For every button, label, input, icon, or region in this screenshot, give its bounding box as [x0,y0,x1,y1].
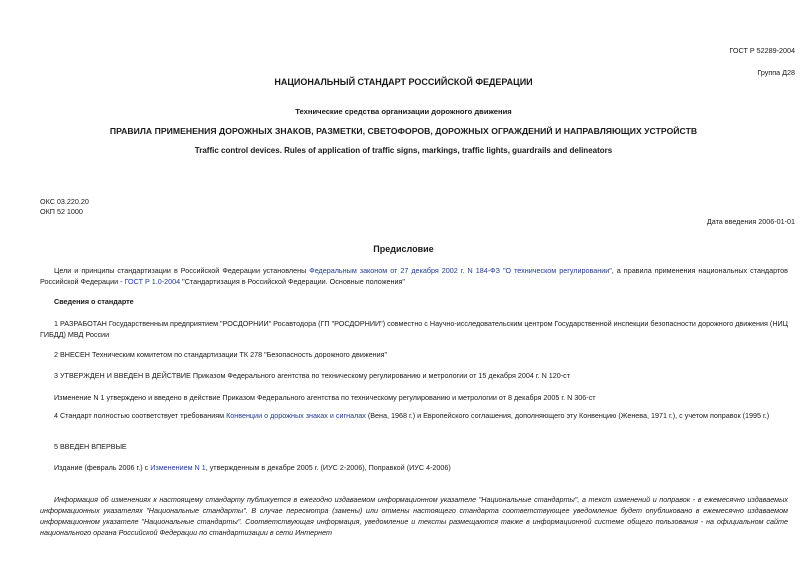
english-title: Traffic control devices. Rules of application of traffic signs, markings, traffic lights, guardrails and delineators [194,146,613,155]
about-item-developed: 1 РАЗРАБОТАН Государственным предприятием "РОСДОРНИИ" Росавтодора (ГП "РОСДОРНИИ") совместно с Научно-исследовательским центром Государственной инспекции безопасности дорожного движения (НИЦ ГИБДД) МВД России [40,319,788,339]
okp-code: ОКП 52 1000 [40,207,83,216]
convention-link[interactable]: Конвенции о дорожных знаках и сигналах [226,411,366,420]
information-notice: Информация об изменениях к настоящему стандарту публикуется в ежегодно издаваемом информационном указателе "Национальные стандарты", а текст изменений и поправок - в ежемесячно издаваемых информационных указателях "Национальные стандарты". В случае пересмотра (замены) или отмены настоящего стандарта соответствующее уведомление будет опубликовано в ежемесячно издаваемом информационном указателе "Национальные стандарты". Соответствующая информация, уведомление и тексты размещаются также в информационной системе общего пользования - на официальном сайте национального органа Российской Федерации по стандартизации в сети Интернет [40,495,788,537]
intro-date: Дата введения 2006-01-01 [706,217,795,226]
federal-law-link[interactable]: Федеральным законом от 27 декабря 2002 г. N 184-ФЗ "О техническом регулировании" [309,266,612,275]
document-subtitle: Технические средства организации дорожного движения [295,107,512,116]
about-item-submitted: 2 ВНЕСЕН Техническим комитетом по стандартизации ТК 278 "Безопасность дорожного движения" [54,350,388,359]
about-item-approved: 3 УТВЕРЖДЕН И ВВЕДЕН В ДЕЙСТВИЕ Приказом Федерального агентства по техническому регулированию и метрологии от 15 декабря 2004 г. N 120-ст [54,371,571,380]
change-1-link[interactable]: Изменением N 1 [150,463,206,472]
about-item-first-introduced: 5 ВВЕДЕН ВПЕРВЫЕ [54,442,127,451]
group-code: Группа Д28 [757,68,795,77]
about-item-compliance: 4 Стандарт полностью соответствует требованиям Конвенции о дорожных знаках и сигналах (Вена, 1968 г.) и Европейского соглашения, дополняющего эту Конвенцию (Женева, 1971 г.), с учетом поправок (1995 г.) [54,411,770,420]
gost-number: ГОСТ Р 52289-2004 [729,46,795,55]
edition-info: Издание (февраль 2006 г.) с Изменением N 1, утвержденным в декабре 2005 г. (ИУС 2-2006), Поправкой (ИУС 4-2006) [54,463,451,472]
document-main-title: ПРАВИЛА ПРИМЕНЕНИЯ ДОРОЖНЫХ ЗНАКОВ, РАЗМЕТКИ, СВЕТОФОРОВ, ДОРОЖНЫХ ОГРАЖДЕНИЙ И НАПРАВЛЯЮЩИХ УСТРОЙСТВ [109,126,698,136]
gost-r-1-0-link[interactable]: ГОСТ Р 1.0-2004 [124,277,181,286]
oks-code: ОКС 03.220.20 [40,197,89,206]
national-standard-title: НАЦИОНАЛЬНЫЙ СТАНДАРТ РОССИЙСКОЙ ФЕДЕРАЦИИ [274,77,533,87]
about-standard-heading: Сведения о стандарте [54,297,134,306]
preface-heading: Предисловие [373,244,434,254]
change-1-approval: Изменение N 1 утверждено и введено в действие Приказом Федерального агентства по техническому регулированию и метрологии от 8 декабря 2005 г. N 306-ст [54,393,596,402]
preface-paragraph: Цели и принципы стандартизации в Российской Федерации установлены Федеральным законом от 27 декабря 2002 г. N 184-ФЗ "О техническом регулировании", а правила применения национальных стандартов Российской Федерации - ГОСТ Р 1.0-2004 "Стандартизация в Российской Федерации. Основные положения" [40,266,788,286]
